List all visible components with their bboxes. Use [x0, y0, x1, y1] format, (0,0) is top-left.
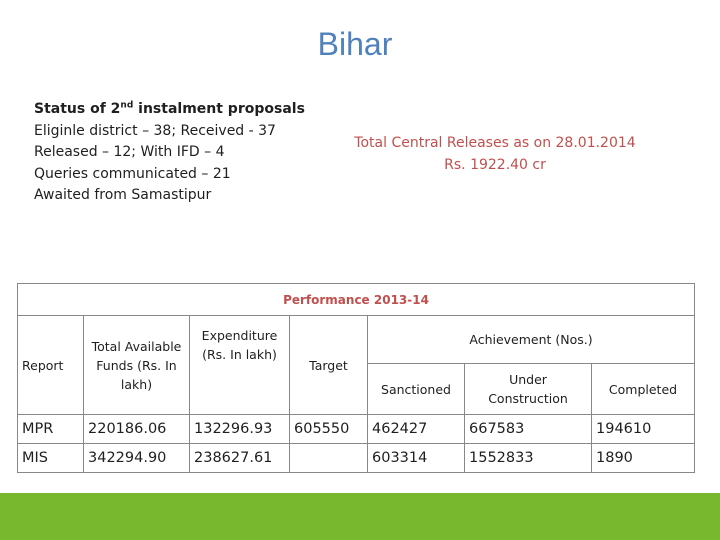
header-funds: Total Available Funds (Rs. In lakh) [84, 316, 190, 415]
cell-completed: 194610 [592, 415, 695, 444]
table-title: Performance 2013-14 [18, 284, 695, 316]
releases-line-amount: Rs. 1922.40 cr [444, 157, 546, 173]
status-block [34, 99, 305, 207]
header-under-construction: Under Construction [465, 364, 592, 415]
cell-expenditure: 132296.93 [190, 415, 290, 444]
footer-bar [0, 493, 720, 540]
cell-under-construction: 667583 [465, 415, 592, 444]
cell-expenditure: 238627.61 [190, 444, 290, 473]
cell-target: 605550 [290, 415, 368, 444]
central-releases [330, 132, 660, 176]
status-line-queries: Queries communicated – 21 [34, 165, 231, 182]
table-row [18, 415, 695, 444]
cell-funds: 342294.90 [84, 444, 190, 473]
cell-sanctioned: 603314 [368, 444, 465, 473]
status-line-awaited: Awaited from Samastipur [34, 187, 212, 203]
cell-funds: 220186.06 [84, 415, 190, 444]
header-target: Target [290, 316, 368, 415]
cell-report: MIS [18, 444, 84, 473]
status-line-eligible: Eliginle district – 38; Received - 37 [34, 122, 276, 139]
releases-line-date: Total Central Releases as on 28.01.2014 [354, 135, 636, 151]
status-line-released: Released – 12; With IFD – 4 [34, 144, 225, 160]
performance-table [17, 283, 695, 473]
cell-completed: 1890 [592, 444, 695, 473]
header-completed: Completed [592, 364, 695, 415]
cell-under-construction: 1552833 [465, 444, 592, 473]
cell-sanctioned: 462427 [368, 415, 465, 444]
table-row [18, 444, 695, 473]
header-report: Report [18, 316, 84, 415]
header-sanctioned: Sanctioned [368, 364, 465, 415]
cell-report: MPR [18, 415, 84, 444]
status-heading: Status of 2nd instalment proposals [34, 100, 305, 117]
page-title: Bihar [317, 26, 393, 62]
header-achievement: Achievement (Nos.) [368, 316, 695, 364]
cell-target [290, 444, 368, 473]
header-expenditure: Expenditure (Rs. In lakh) [190, 316, 290, 415]
